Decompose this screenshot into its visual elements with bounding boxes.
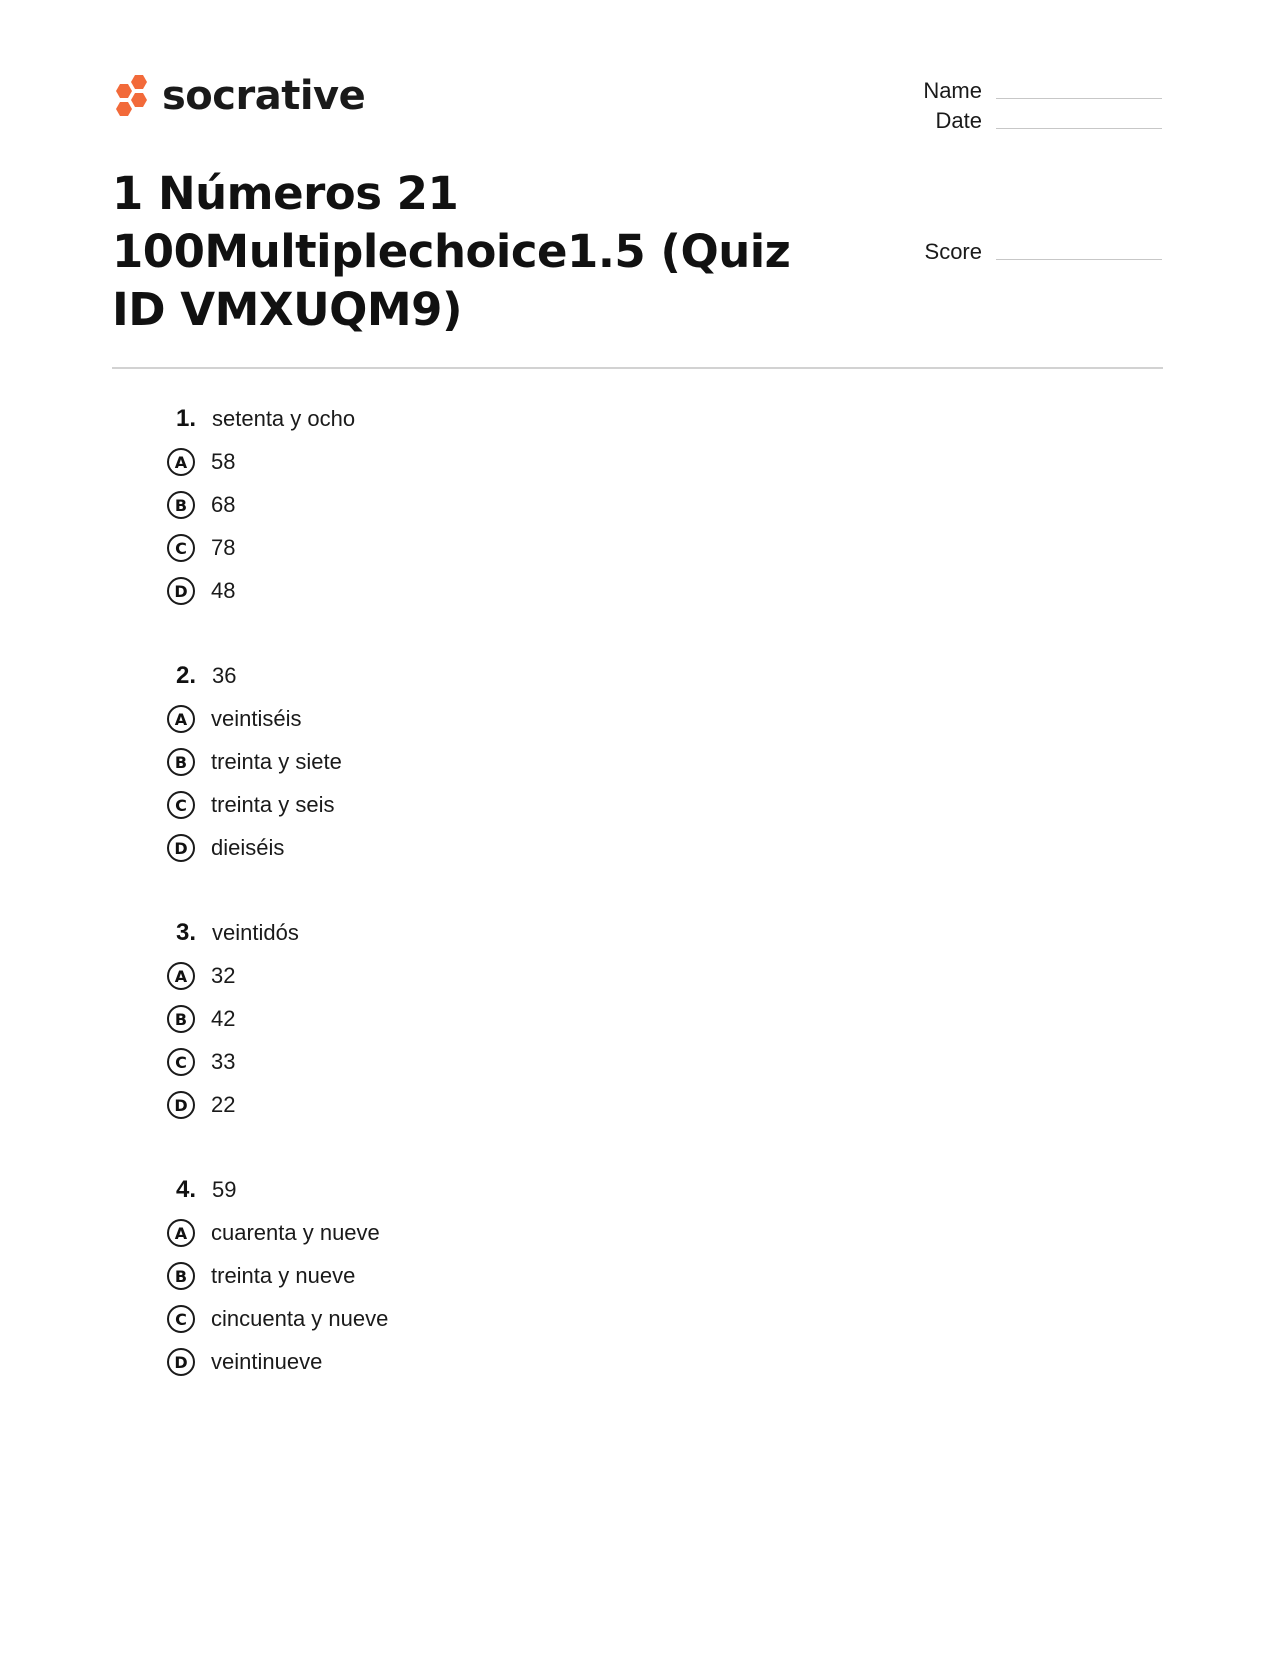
choice-d[interactable] xyxy=(160,574,860,608)
answer-bubble-c[interactable]: C xyxy=(167,1048,195,1076)
answer-bubble-d[interactable]: D xyxy=(167,834,195,862)
choice-text: treinta y seis xyxy=(211,792,335,817)
choice-text: 32 xyxy=(211,963,236,988)
answer-bubble-a[interactable]: A xyxy=(167,705,195,733)
choice-d[interactable] xyxy=(160,1345,860,1379)
question-number: 3. xyxy=(175,919,196,946)
question-prompt: veintidós xyxy=(212,920,299,945)
answer-bubble-b[interactable]: B xyxy=(167,1005,195,1033)
choice-b[interactable] xyxy=(160,488,860,522)
answer-bubble-c[interactable]: C xyxy=(167,791,195,819)
choice-a[interactable] xyxy=(160,1216,860,1250)
answer-bubble-b[interactable]: B xyxy=(167,748,195,776)
answer-bubble-a[interactable]: A xyxy=(167,448,195,476)
socrative-logo xyxy=(112,72,365,124)
brand-name: socrative xyxy=(162,73,366,119)
question-3 xyxy=(160,916,860,1122)
choice-text: 68 xyxy=(211,492,236,517)
answer-bubble-a[interactable]: A xyxy=(167,962,195,990)
date-field xyxy=(892,108,1162,134)
question-header xyxy=(160,916,860,950)
answer-bubble-b[interactable]: B xyxy=(167,1262,195,1290)
choice-text: dieiséis xyxy=(211,835,285,860)
answer-bubble-c[interactable]: C xyxy=(167,534,195,562)
score-label: Score xyxy=(924,239,982,264)
choice-c[interactable] xyxy=(160,788,860,822)
choice-text: cincuenta y nueve xyxy=(211,1306,389,1331)
choice-a[interactable] xyxy=(160,445,860,479)
question-number: 1. xyxy=(175,405,196,432)
choice-c[interactable] xyxy=(160,1302,860,1336)
answer-bubble-c[interactable]: C xyxy=(167,1305,195,1333)
answer-bubble-b[interactable]: B xyxy=(167,491,195,519)
question-4 xyxy=(160,1173,860,1379)
question-header xyxy=(160,402,860,436)
hexagon-cluster-icon xyxy=(112,73,152,123)
choice-d[interactable] xyxy=(160,1088,860,1122)
choice-b[interactable] xyxy=(160,1002,860,1036)
choice-c[interactable] xyxy=(160,531,860,565)
date-line[interactable] xyxy=(996,114,1162,129)
question-prompt: 59 xyxy=(212,1177,237,1202)
choice-text: 48 xyxy=(211,578,236,603)
choice-text: treinta y siete xyxy=(211,749,342,774)
choice-a[interactable] xyxy=(160,702,860,736)
header-divider xyxy=(112,367,1163,369)
question-1 xyxy=(160,402,860,608)
choice-text: 22 xyxy=(211,1092,236,1117)
choice-b[interactable] xyxy=(160,1259,860,1293)
answer-bubble-a[interactable]: A xyxy=(167,1219,195,1247)
question-prompt: setenta y ocho xyxy=(212,406,356,431)
choice-text: 58 xyxy=(211,449,236,474)
choice-text: treinta y nueve xyxy=(211,1263,356,1288)
choice-text: 78 xyxy=(211,535,236,560)
choice-text: cuarenta y nueve xyxy=(211,1220,380,1245)
name-line[interactable] xyxy=(996,84,1162,99)
choice-c[interactable] xyxy=(160,1045,860,1079)
name-field xyxy=(892,78,1162,104)
choice-a[interactable] xyxy=(160,959,860,993)
date-label: Date xyxy=(935,108,982,133)
question-header xyxy=(160,659,860,693)
question-prompt: 36 xyxy=(212,663,237,688)
question-2 xyxy=(160,659,860,865)
choice-d[interactable] xyxy=(160,831,860,865)
quiz-title: 1 Números 21 100Multiplechoice1.5 (Quiz ID VMXUQM9) xyxy=(112,167,791,336)
choice-text: 42 xyxy=(211,1006,236,1031)
choice-text: 33 xyxy=(211,1049,236,1074)
choice-text: veintiséis xyxy=(211,706,302,731)
question-number: 4. xyxy=(175,1176,196,1203)
name-label: Name xyxy=(923,78,982,103)
choice-text: veintinueve xyxy=(211,1349,323,1374)
answer-bubble-d[interactable]: D xyxy=(167,1348,195,1376)
score-line[interactable] xyxy=(996,245,1162,260)
answer-bubble-d[interactable]: D xyxy=(167,577,195,605)
question-number: 2. xyxy=(175,662,196,689)
answer-bubble-d[interactable]: D xyxy=(167,1091,195,1119)
choice-b[interactable] xyxy=(160,745,860,779)
score-field xyxy=(892,239,1162,265)
question-header xyxy=(160,1173,860,1207)
